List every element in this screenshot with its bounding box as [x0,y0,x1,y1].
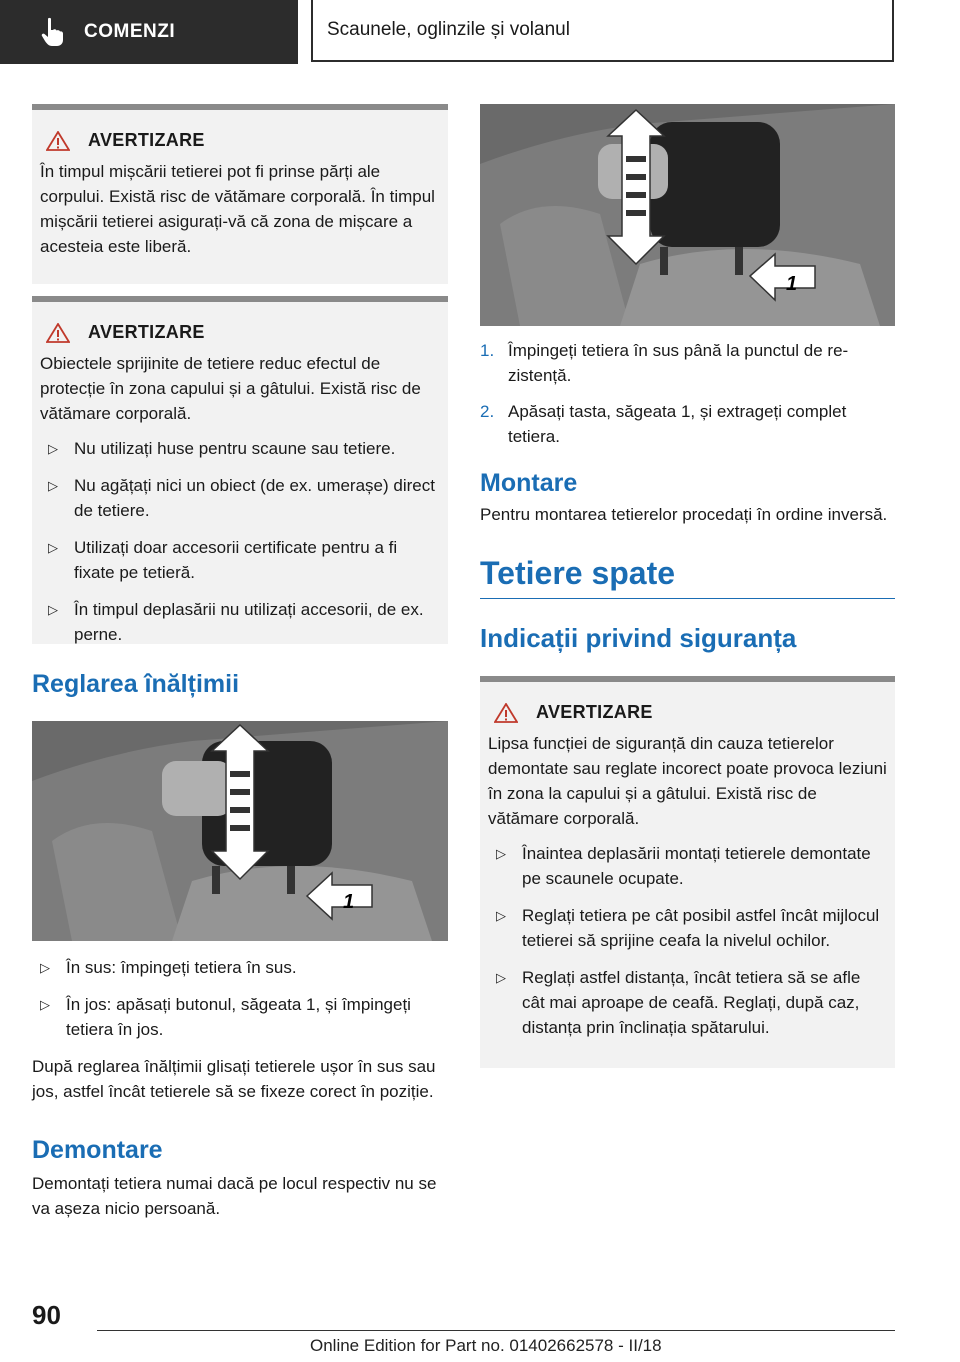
step-text: Împingeți tetiera în sus până la punctul de rezistență. [508,341,849,385]
page-number: 90 [32,1300,61,1330]
hand-pointer-icon [40,17,66,47]
list-item: ▷ Nu utilizați huse pentru scaune sau tetiere. [40,436,440,461]
warning-title: AVERTIZARE [46,320,440,345]
section-heading: Reglarea înălțimii [32,670,240,698]
step-text: Apăsați tasta, săgeata 1, și extrageți complet tetiera. [508,402,847,446]
headrest-illustration [480,104,895,326]
section-tab[interactable] [0,0,298,64]
warning-list [488,841,887,1040]
section-heading: Indicații privind siguranța [480,623,797,653]
list-item: ▷ În sus: împingeți tetiera în sus. [32,955,448,980]
list-item: ▷ Nu agățați nici un obiect (de ex. umerașe) direct de tetiere. [40,473,440,523]
section-heading: Montare [480,469,578,497]
section-label: COMENZI [84,21,176,42]
chapter-title: Scaunele, oglinzile și volanul [311,0,894,62]
list-item: ▷ Înaintea deplasării montați tetierele demontate pe scaunele ocupate. [488,841,887,891]
steps-list [480,338,895,449]
warning-list [40,436,440,647]
warning-text: Obiectele sprijinite de tetiere reduc efectul de protecție în zona capului și a gâtului. Există risc de vătămare corporală. [40,354,421,423]
paragraph: Demontați tetiera numai dacă pe locul respectiv nu se va așeza nicio persoană. [32,1174,437,1218]
list-item [480,338,895,388]
step-number: 1. [480,341,495,360]
left-column [32,104,448,1221]
list-item: ▷ Reglați astfel distanța, încât tetiera să se afle cât mai aproape de ceafă. Reglați, după caz, distanța prin înclinația spătarului. [488,965,887,1040]
top-bar [0,0,960,66]
warning-text: Lipsa funcției de siguranță din cauza tetierelor demontate sau reglate incorect poate provoca leziuni în zona la capului și a gâtului. Există risc de vătămare corporală. [488,734,887,828]
list-item: ▷ În jos: apăsați butonul, săgeata 1, și împingeți tetiera în jos. [32,992,448,1042]
chapter-heading: Tetiere spate [480,555,895,599]
list-item: ▷ În timpul deplasării nu utilizați accesorii, de ex. perne. [40,597,440,647]
edition-text: Online Edition for Part no. 01402662578 - II/18 [310,1336,662,1355]
warning-box [32,104,448,284]
paragraph: Pentru montarea tetierelor procedați în ordine inversă. [480,505,888,524]
right-column [480,104,895,1068]
warning-triangle-icon [46,131,70,151]
callout-number: 1 [786,273,798,295]
warning-title: AVERTIZARE [494,700,887,725]
list-item [480,399,895,449]
headrest-figure [32,721,448,941]
headrest-illustration [32,721,448,941]
footer-divider [97,1330,895,1331]
warning-triangle-icon [46,323,70,343]
warning-title: AVERTIZARE [46,128,440,153]
warning-text: În timpul mișcării tetierei pot fi prinse părți ale corpului. Există risc de vătămare corporală. În timpul mișcării tetierei asigurați-vă că zona de mișcare a acesteia este liberă. [40,162,435,256]
adjust-list [32,955,448,1042]
warning-triangle-icon [494,703,518,723]
section-heading: Demontare [32,1136,163,1164]
paragraph: După reglarea înălțimii glisați tetierele ușor în sus sau jos, astfel încât tetierele să se fixeze corect în poziție. [32,1057,436,1101]
step-number: 2. [480,402,495,421]
list-item: ▷ Utilizați doar accesorii certificate pentru a fi fixate pe tetieră. [40,535,440,585]
headrest-figure [480,104,895,326]
callout-number: 1 [343,891,355,913]
list-item: ▷ Reglați tetiera pe cât posibil astfel încât mijlocul tetierei să sprijine ceafa la nivelul ochilor. [488,903,887,953]
warning-box [480,676,895,1068]
warning-box [32,296,448,644]
